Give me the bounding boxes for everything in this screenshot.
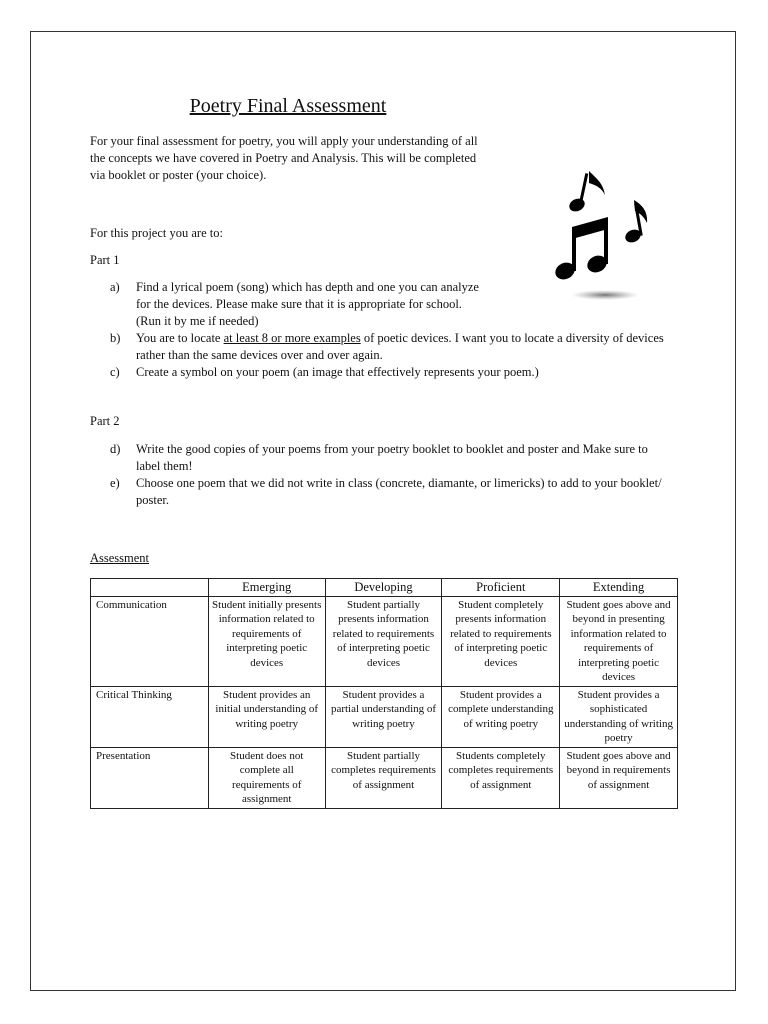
part2-list bbox=[110, 441, 670, 509]
list-item-text: Choose one poem that we did not write in class (concrete, diamante, or limericks) to add to your booklet/ poster. bbox=[136, 476, 662, 507]
part1-heading: Part 1 bbox=[90, 253, 120, 267]
rubric-cell: Student initially presents information related to requirements of interpreting poetic devices bbox=[208, 596, 325, 686]
project-intro: For this project you are to: bbox=[90, 226, 223, 240]
rubric-cell: Student does not complete all requirements of assignment bbox=[208, 747, 325, 808]
list-item bbox=[110, 441, 670, 475]
list-item-text: Create a symbol on your poem (an image that effectively represents your poem.) bbox=[136, 365, 539, 379]
list-item-text: Write the good copies of your poems from your poetry booklet to booklet and poster and Make sure to label them! bbox=[136, 442, 648, 473]
list-item bbox=[110, 364, 670, 381]
list-item bbox=[110, 279, 486, 330]
list-item-text-start: You are to locate bbox=[136, 331, 224, 345]
assessment-heading: Assessment bbox=[90, 551, 150, 565]
list-item bbox=[110, 330, 670, 364]
rubric-header-developing: Developing bbox=[325, 579, 442, 597]
page-title: Poetry Final Assessment bbox=[189, 95, 387, 117]
part1-list bbox=[110, 279, 670, 381]
table-row bbox=[91, 596, 678, 686]
rubric-cell: Student goes above and beyond in requirements of assignment bbox=[560, 747, 678, 808]
rubric-criterion: Communication bbox=[91, 596, 209, 686]
list-marker: b) bbox=[110, 331, 121, 345]
rubric-table bbox=[90, 578, 678, 809]
underlined-requirement: at least 8 or more examples bbox=[223, 331, 361, 345]
rubric-header-emerging: Emerging bbox=[208, 579, 325, 597]
part2-heading: Part 2 bbox=[90, 414, 120, 428]
rubric-header-row bbox=[91, 579, 678, 597]
rubric-criterion: Presentation bbox=[91, 747, 209, 808]
rubric-cell: Student provides a sophisticated understanding of writing poetry bbox=[560, 686, 678, 747]
rubric-header-extending: Extending bbox=[560, 579, 678, 597]
rubric-cell: Student goes above and beyond in presenting information related to requirements of interpreting poetic devices bbox=[560, 596, 678, 686]
rubric-cell: Student partially presents information related to requirements of interpreting poetic devices bbox=[325, 596, 442, 686]
rubric-cell: Student provides a partial understanding of writing poetry bbox=[325, 686, 442, 747]
intro-paragraph: For your final assessment for poetry, you will apply your understanding of all the concepts we have covered in Poetry and Analysis. This will be completed via booklet or poster (your choice). bbox=[90, 134, 478, 182]
table-row bbox=[91, 747, 678, 808]
rubric-criterion: Critical Thinking bbox=[91, 686, 209, 747]
rubric-header-proficient: Proficient bbox=[442, 579, 560, 597]
list-item-text: Find a lyrical poem (song) which has depth and one you can analyze for the devices. Please make sure that it is appropriate for school. (Run it by me if needed) bbox=[136, 280, 479, 328]
table-row bbox=[91, 686, 678, 747]
list-marker: e) bbox=[110, 476, 120, 490]
list-item-text-end: of poetic devices. I want you to locate a diversity of devices rather than the same devices over and over again. bbox=[136, 331, 664, 362]
list-marker: c) bbox=[110, 365, 120, 379]
list-marker: a) bbox=[110, 280, 120, 294]
rubric-cell: Student provides an initial understanding of writing poetry bbox=[208, 686, 325, 747]
rubric-cell: Students completely completes requirements of assignment bbox=[442, 747, 560, 808]
list-item bbox=[110, 475, 670, 509]
rubric-cell: Student partially completes requirements of assignment bbox=[325, 747, 442, 808]
rubric-cell: Student provides a complete understanding of writing poetry bbox=[442, 686, 560, 747]
rubric-header-blank bbox=[91, 579, 209, 597]
rubric-cell: Student completely presents information related to requirements of interpreting poetic devices bbox=[442, 596, 560, 686]
list-marker: d) bbox=[110, 442, 121, 456]
